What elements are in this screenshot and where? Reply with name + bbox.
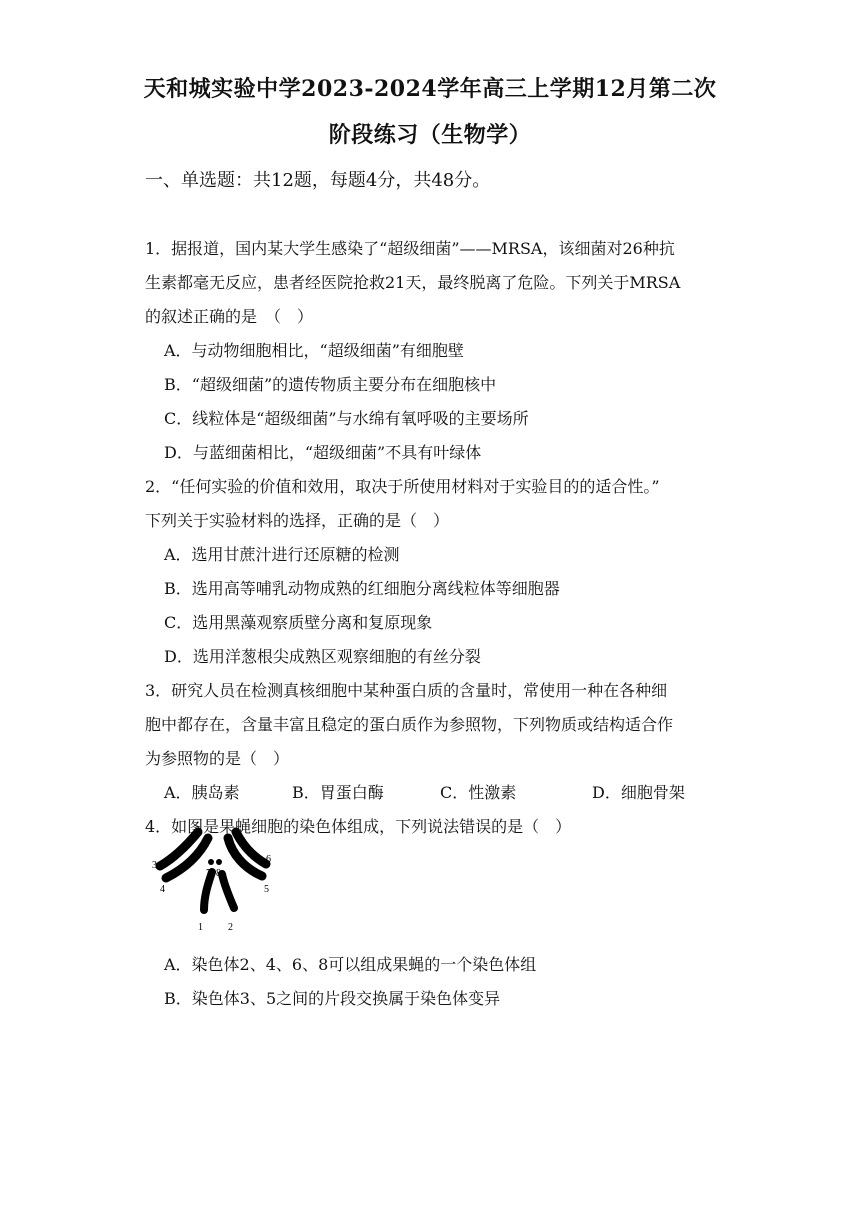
question-3-option-c: C．性激素 <box>440 783 517 802</box>
figure-label-2: 2 <box>228 922 233 933</box>
page-title-line-2: 阶段练习（生物学） <box>328 122 532 148</box>
figure-label-7: 7 <box>206 868 211 879</box>
chromosome-7 <box>208 859 214 865</box>
question-1-option-a: A．与动物细胞相比，“超级细菌”有细胞壁 <box>164 341 464 360</box>
figure-label-3: 3 <box>152 860 157 871</box>
page-title-line-1: 天和城实验中学2023-2024学年高三上学期12月第二次 <box>143 76 717 102</box>
chromosome-8 <box>216 859 222 865</box>
question-1-option-c: C．线粒体是“超级细菌”与水绵有氧呼吸的主要场所 <box>164 409 529 428</box>
question-3-option-b: B．胃蛋白酶 <box>292 783 384 802</box>
question-3-stem-line-3: 为参照物的是（ ） <box>145 749 290 768</box>
question-3-option-a: A．胰岛素 <box>164 783 240 802</box>
figure-label-6: 6 <box>266 854 271 865</box>
question-3-stem-line-2: 胞中都存在，含量丰富且稳定的蛋白质作为参照物，下列物质或结构适合作 <box>145 715 674 734</box>
figure-label-8: 8 <box>216 868 221 879</box>
question-2-stem-line-2: 下列关于实验材料的选择，正确的是（ ） <box>145 511 450 530</box>
question-2-option-d: D．选用洋葱根尖成熟区观察细胞的有丝分裂 <box>164 647 481 666</box>
question-1-option-d: D．与蓝细菌相比，“超级细菌”不具有叶绿体 <box>164 443 482 462</box>
question-1-stem-line-3: 的叙述正确的是 （ ） <box>145 307 314 326</box>
question-3-stem-line-1: 3．研究人员在检测真核细胞中某种蛋白质的含量时，常使用一种在各种细 <box>145 681 668 700</box>
question-4-stem-line-1: 4．如图是果蝇细胞的染色体组成，下列说法错误的是（ ） <box>145 817 572 836</box>
question-2-option-a: A．选用甘蔗汁进行还原糖的检测 <box>164 545 400 564</box>
chromosome-figure <box>148 824 280 936</box>
question-4-option-b: B．染色体3、5之间的片段交换属于染色体变异 <box>164 989 501 1008</box>
question-3-option-d: D．细胞骨架 <box>592 783 685 802</box>
figure-label-5: 5 <box>264 884 269 895</box>
question-1-stem-line-2: 生素都毫无反应，患者经医院抢救21天，最终脱离了危险。下列关于MRSA <box>145 273 681 292</box>
figure-label-4: 4 <box>160 884 165 895</box>
figure-label-1: 1 <box>198 922 203 933</box>
chromosome-2 <box>222 874 234 908</box>
question-1-option-b: B．“超级细菌”的遗传物质主要分布在细胞核中 <box>164 375 497 394</box>
section-heading: 一、单选题：共12题，每题4分，共48分。 <box>145 170 491 191</box>
question-1-stem-line-1: 1．据报道，国内某大学生感染了“超级细菌”——MRSA，该细菌对26种抗 <box>145 239 675 258</box>
question-2-option-b: B．选用高等哺乳动物成熟的红细胞分离线粒体等细胞器 <box>164 579 560 598</box>
question-2-option-c: C．选用黑藻观察质壁分离和复原现象 <box>164 613 433 632</box>
question-4-option-a: A．染色体2、4、6、8可以组成果蝇的一个染色体组 <box>164 955 537 974</box>
question-2-stem-line-1: 2．“任何实验的价值和效用，取决于所使用材料对于实验目的的适合性。” <box>145 477 660 496</box>
